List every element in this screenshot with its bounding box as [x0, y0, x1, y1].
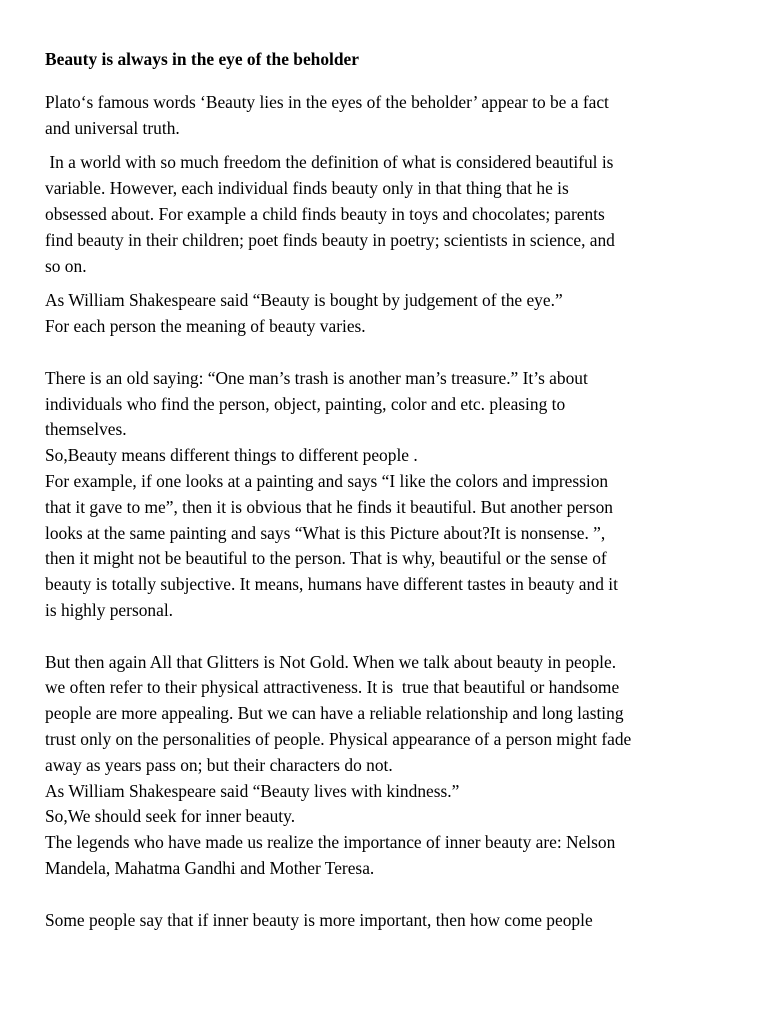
- text-line: As William Shakespeare said “Beauty lives with kindness.”: [45, 780, 460, 801]
- text-line: Mandela, Mahatma Gandhi and Mother Teresa.: [45, 857, 375, 878]
- text-line: people are more appealing. But we can have a reliable relationship and long lasting: [45, 703, 624, 724]
- text-line: looks at the same painting and says “What is this Picture about?It is nonsense. ”,: [45, 522, 606, 543]
- text-line: find beauty in their children; poet finds beauty in poetry; scientists in science, and: [45, 229, 615, 250]
- paragraph-freedom: [45, 150, 735, 279]
- text-line: In a world with so much freedom the definition of what is considered beautiful is: [45, 152, 614, 173]
- document-title: Beauty is always in the eye of the beholder: [45, 49, 359, 69]
- text-line: is highly personal.: [45, 599, 174, 620]
- text-line: beauty is totally subjective. It means, humans have different tastes in beauty and it: [45, 574, 618, 595]
- text-line: But then again All that Glitters is Not Gold. When we talk about beauty in people.: [45, 651, 617, 672]
- text-line: So,Beauty means different things to different people .: [45, 445, 418, 466]
- text-line: Some people say that if inner beauty is more important, then how come people: [45, 909, 593, 930]
- document-page: [45, 47, 735, 933]
- paragraph-old-saying: [45, 366, 735, 624]
- text-line: that it gave to me”, then it is obvious that he finds it beautiful. But another person: [45, 496, 613, 517]
- paragraph-glitters: [45, 650, 735, 882]
- text-line: and universal truth.: [45, 117, 180, 138]
- text-line: themselves.: [45, 419, 127, 440]
- text-line: so on.: [45, 255, 87, 276]
- text-line: So,We should seek for inner beauty.: [45, 806, 296, 827]
- text-line: away as years pass on; but their characters do not.: [45, 754, 393, 775]
- text-line: variable. However, each individual finds beauty only in that thing that he is: [45, 178, 569, 199]
- text-line: The legends who have made us realize the importance of inner beauty are: Nelson: [45, 832, 616, 853]
- text-line: As William Shakespeare said “Beauty is bought by judgement of the eye.”: [45, 290, 563, 311]
- text-line: then it might not be beautiful to the person. That is why, beautiful or the sense of: [45, 548, 607, 569]
- paragraph-some-people: [45, 908, 735, 934]
- text-line: obsessed about. For example a child finds beauty in toys and chocolates; parents: [45, 203, 605, 224]
- text-line: Plato‘s famous words ‘Beauty lies in the eyes of the beholder’ appear to be a fact: [45, 91, 609, 112]
- text-line: For each person the meaning of beauty varies.: [45, 316, 366, 337]
- text-line: we often refer to their physical attractiveness. It is true that beautiful or handsome: [45, 677, 620, 698]
- text-line: There is an old saying: “One man’s trash is another man’s treasure.” It’s about: [45, 367, 588, 388]
- paragraph-shakespeare-eye: [45, 288, 735, 340]
- text-line: For example, if one looks at a painting and says “I like the colors and impression: [45, 470, 609, 491]
- paragraph-plato: [45, 90, 735, 142]
- text-line: trust only on the personalities of people. Physical appearance of a person might fade: [45, 728, 632, 749]
- text-line: individuals who find the person, object, painting, color and etc. pleasing to: [45, 393, 566, 414]
